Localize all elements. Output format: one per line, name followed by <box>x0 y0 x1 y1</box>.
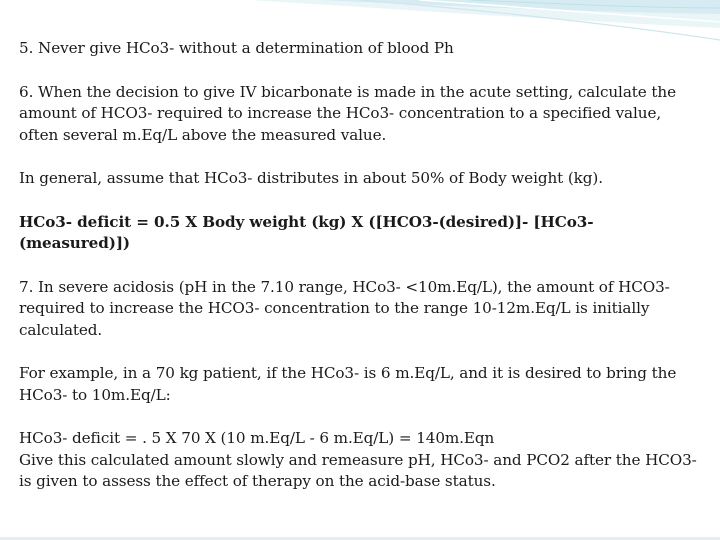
slide-body <box>19 38 699 493</box>
paragraph-example-calculation: HCo3- deficit = . 5 X 70 X (10 m.Eq/L - 6 m.Eq/L) = 140m.Eqn <box>19 429 495 447</box>
paragraph-deficit-formula: HCo3- deficit = 0.5 X Body weight (kg) X ([HCO3-(desired)]- [HCo3-(measured)]) <box>19 212 594 252</box>
paragraph-give-slowly: Give this calculated amount slowly and remeasure pH, HCo3- and PCO2 after the HCO3- is given to assess the effect of therapy on the acid-base status. <box>19 450 697 490</box>
paragraph-general-distribution: In general, assume that HCo3- distributes in about 50% of Body weight (kg). <box>19 169 603 187</box>
paragraph-example: For example, in a 70 kg patient, if the HCo3- is 6 m.Eq/L, and it is desired to bring the HCo3- to 10m.Eq/L: <box>19 364 677 404</box>
paragraph-step-6: 6. When the decision to give IV bicarbonate is made in the acute setting, calculate the amount of HCO3- required to increase the HCo3- concentration to a specified value, often several m.Eq/L above the measured value. <box>19 82 676 144</box>
paragraph-step-5: 5. Never give HCo3- without a determination of blood Ph <box>19 39 454 57</box>
paragraph-step-7: 7. In severe acidosis (pH in the 7.10 range, HCo3- <10m.Eq/L), the amount of HCO3- required to increase the HCO3- concentration to the range 10-12m.Eq/L is initially calculated. <box>19 277 670 339</box>
